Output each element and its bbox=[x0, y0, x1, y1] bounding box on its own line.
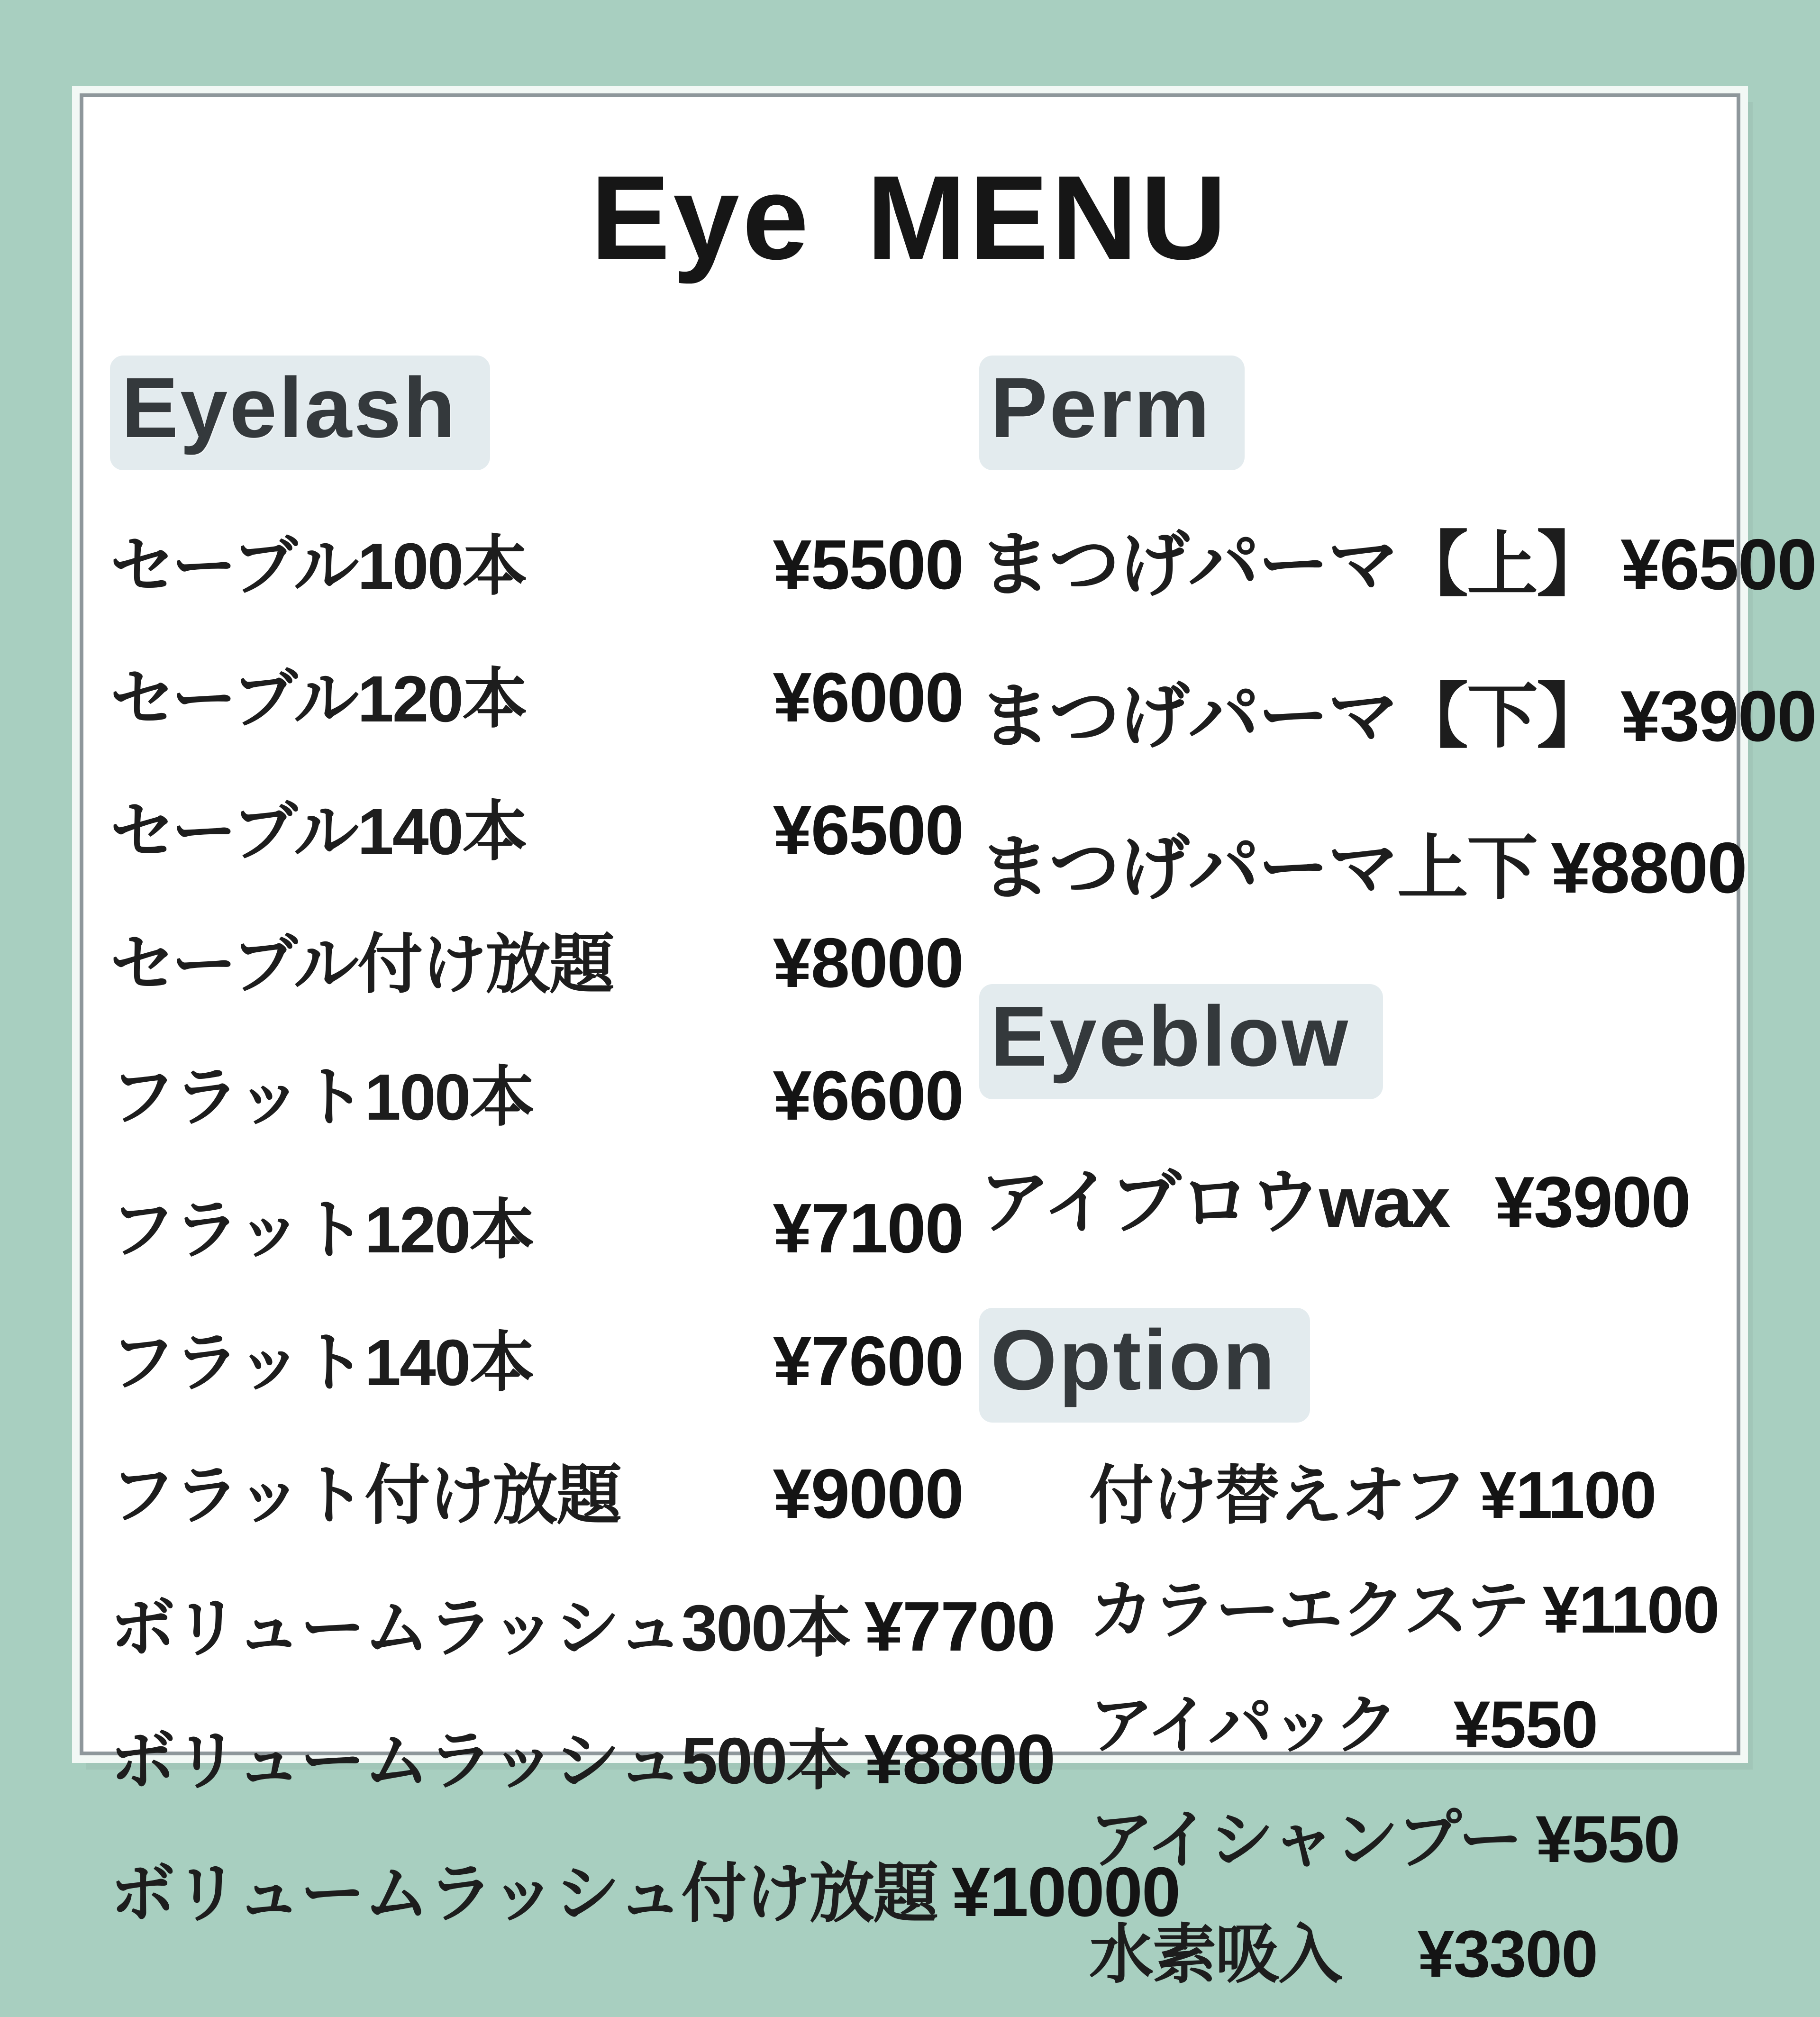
item-price: ¥8800 bbox=[1551, 828, 1747, 909]
item-name: 付け替えオフ bbox=[1089, 1460, 1465, 1532]
item-price: ¥8800 bbox=[864, 1720, 1055, 1799]
item-price: ¥6600 bbox=[773, 1057, 963, 1135]
menu-row bbox=[110, 1310, 963, 1404]
menu-row bbox=[110, 647, 963, 740]
menu-row bbox=[1089, 1558, 1719, 1651]
eyelash-heading: Eyelash bbox=[110, 356, 490, 470]
item-price: ¥550 bbox=[1535, 1802, 1680, 1877]
menu-row bbox=[110, 779, 963, 873]
item-name: 水素吸入 bbox=[1089, 1918, 1341, 1991]
item-price: ¥550 bbox=[1453, 1687, 1597, 1762]
menu-row bbox=[110, 1177, 963, 1271]
option-section bbox=[979, 1308, 1719, 1995]
item-name: フラット120本 bbox=[110, 1194, 534, 1267]
item-price: ¥9000 bbox=[773, 1455, 963, 1533]
menu-card bbox=[80, 93, 1816, 1991]
menu-row bbox=[979, 1145, 1690, 1247]
item-price: ¥1100 bbox=[1542, 1572, 1719, 1647]
eyeblow-list bbox=[979, 1145, 1690, 1247]
eyeblow-heading: Eyeblow bbox=[979, 984, 1383, 1099]
perm-heading: Perm bbox=[979, 356, 1245, 470]
right-column bbox=[979, 356, 1816, 2017]
item-name: アイシャンプー bbox=[1089, 1804, 1521, 1876]
item-name: ボリュームラッシュ付け放題 bbox=[110, 1857, 937, 1931]
option-heading: Option bbox=[979, 1308, 1310, 1423]
item-name: フラット100本 bbox=[110, 1061, 534, 1134]
item-name: フラット付け放題 bbox=[110, 1459, 621, 1533]
item-name: アイブロウwax bbox=[979, 1162, 1449, 1242]
item-name: ボリュームラッシュ300本 bbox=[110, 1592, 850, 1665]
page-title: Eye MENU bbox=[590, 151, 1230, 284]
item-price: ¥7100 bbox=[773, 1189, 963, 1268]
eyeblow-section bbox=[979, 984, 1690, 1247]
item-price: ¥10000 bbox=[951, 1853, 1180, 1932]
menu-row bbox=[110, 1576, 1055, 1670]
option-list bbox=[1089, 1443, 1719, 1995]
menu-row bbox=[1089, 1788, 1680, 1880]
item-name: セーブル付け放題 bbox=[110, 928, 614, 1002]
menu-row bbox=[110, 1841, 1180, 1935]
menu-row bbox=[110, 1708, 1055, 1802]
item-price: ¥7700 bbox=[864, 1588, 1055, 1666]
item-price: ¥3300 bbox=[1417, 1917, 1597, 1991]
item-name: ボリュームラッシュ500本 bbox=[110, 1725, 850, 1798]
menu-row bbox=[110, 912, 963, 1006]
item-price: ¥3900 bbox=[1494, 1161, 1690, 1242]
menu-row bbox=[979, 507, 1816, 610]
eyeblow-heading-wrap bbox=[979, 984, 1690, 1099]
menu-row bbox=[110, 1443, 963, 1537]
item-name: まつげパーマ【下】 bbox=[979, 676, 1607, 757]
item-price: ¥1100 bbox=[1479, 1458, 1656, 1533]
item-name: まつげパーマ上下 bbox=[979, 828, 1537, 908]
item-name: アイパック bbox=[1089, 1689, 1398, 1761]
option-heading-wrap bbox=[979, 1308, 1690, 1423]
item-price: ¥6500 bbox=[1620, 524, 1816, 605]
item-name: カラーエクステ bbox=[1089, 1574, 1529, 1647]
perm-heading-wrap bbox=[979, 356, 1690, 470]
item-name: セーブル120本 bbox=[110, 663, 527, 736]
menu-row bbox=[110, 514, 963, 608]
perm-list bbox=[979, 507, 1816, 913]
menu-row bbox=[1089, 1902, 1597, 1995]
item-price: ¥6000 bbox=[773, 658, 963, 737]
item-name: セーブル100本 bbox=[110, 530, 527, 603]
item-price: ¥7600 bbox=[773, 1322, 963, 1401]
item-price: ¥5500 bbox=[773, 526, 963, 604]
item-name: フラット140本 bbox=[110, 1326, 534, 1400]
item-name: まつげパーマ【上】 bbox=[979, 525, 1607, 605]
menu-row bbox=[1089, 1673, 1597, 1766]
item-price: ¥3900 bbox=[1620, 676, 1816, 757]
menu-row bbox=[979, 811, 1747, 913]
menu-row bbox=[979, 659, 1816, 761]
item-name: セーブル140本 bbox=[110, 795, 527, 869]
item-price: ¥6500 bbox=[773, 791, 963, 870]
item-price: ¥8000 bbox=[773, 924, 963, 1003]
menu-row bbox=[110, 1045, 963, 1139]
eyelash-heading-wrap bbox=[110, 356, 963, 470]
perm-section bbox=[979, 356, 1816, 913]
menu-row bbox=[1089, 1443, 1656, 1536]
